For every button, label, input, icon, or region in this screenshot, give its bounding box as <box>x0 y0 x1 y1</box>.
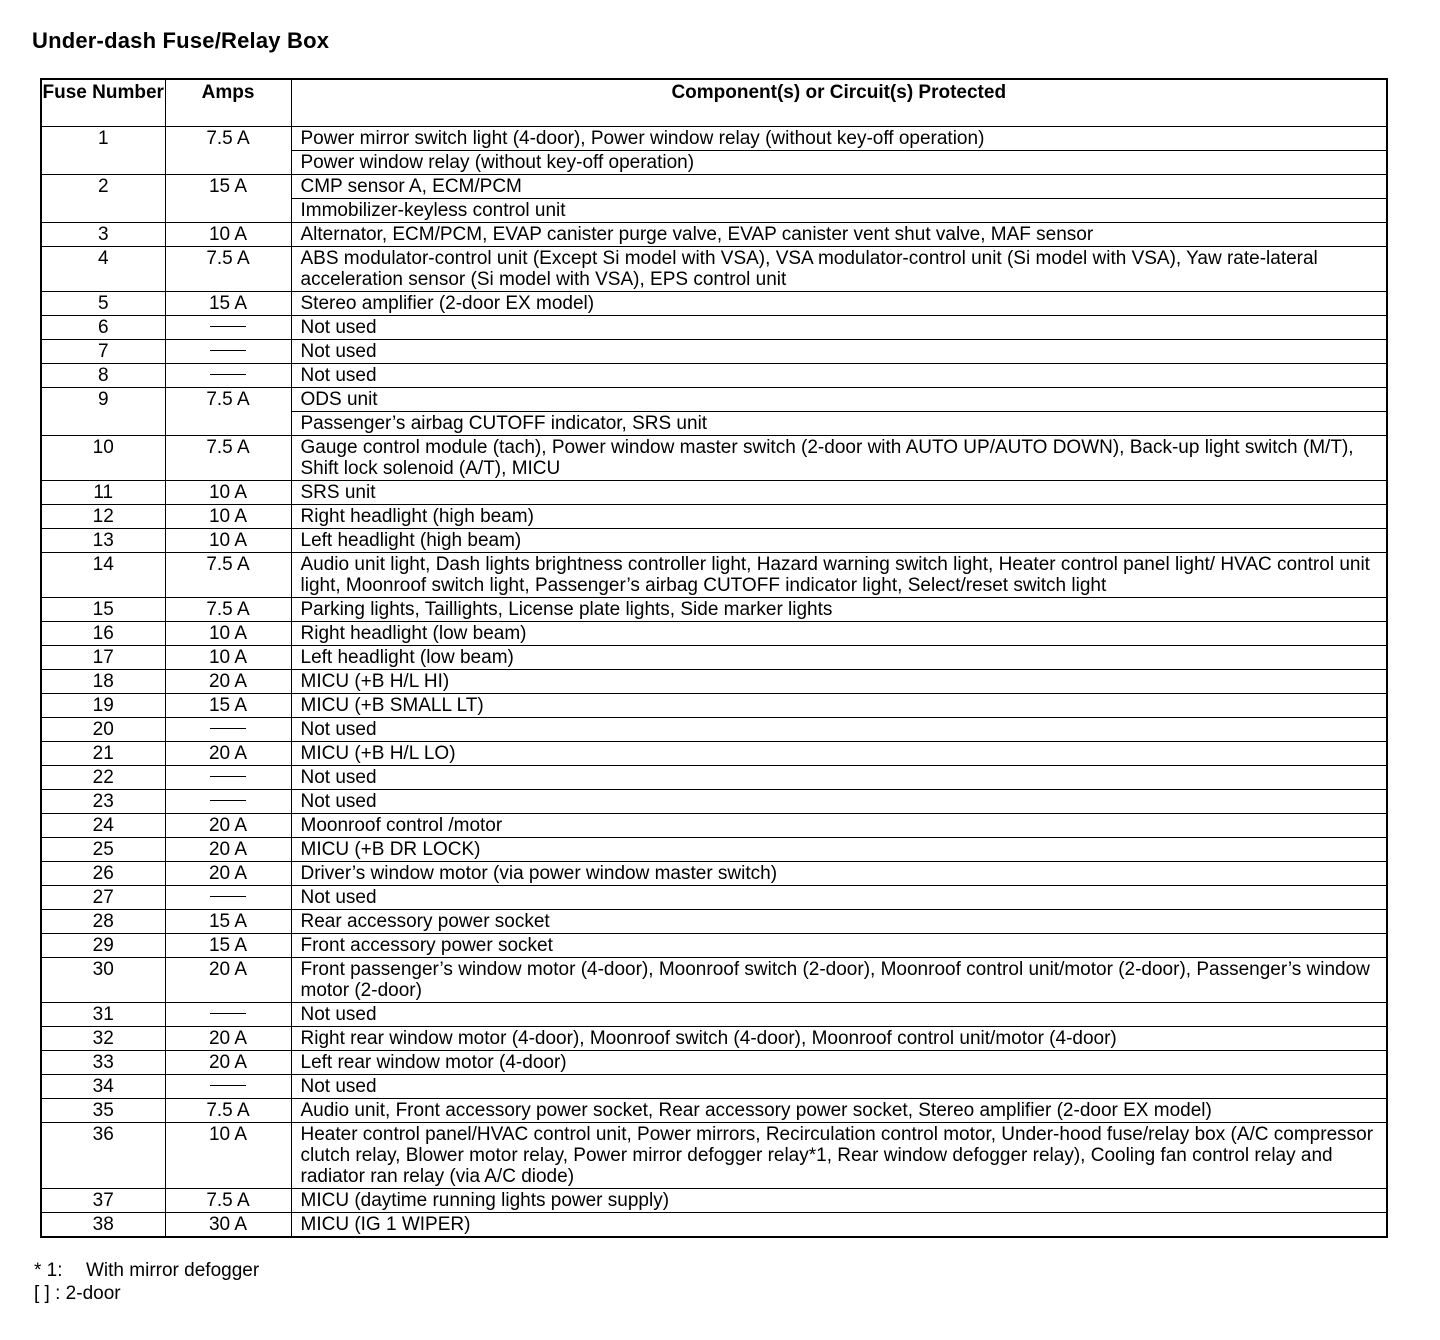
amps-cell <box>165 790 291 814</box>
fuse-number-cell: 18 <box>41 670 165 694</box>
table-row <box>41 814 1387 838</box>
fuse-number-cell: 38 <box>41 1213 165 1238</box>
amps-cell: 20 A <box>165 862 291 886</box>
amps-cell: 20 A <box>165 1027 291 1051</box>
not-used-dash <box>210 374 246 375</box>
not-used-dash <box>210 728 246 729</box>
table-row <box>41 598 1387 622</box>
table-row <box>41 718 1387 742</box>
amps-cell: 7.5 A <box>165 247 291 292</box>
fuse-number-cell: 14 <box>41 553 165 598</box>
table-row <box>41 364 1387 388</box>
component-cell: Power window relay (without key-off operation) <box>291 151 1387 175</box>
not-used-dash <box>210 800 246 801</box>
component-cell: Passenger’s airbag CUTOFF indicator, SRS unit <box>291 412 1387 436</box>
table-row <box>41 223 1387 247</box>
amps-cell: 20 A <box>165 958 291 1003</box>
table-row <box>41 436 1387 481</box>
fuse-number-cell: 22 <box>41 766 165 790</box>
component-cell: MICU (daytime running lights power supply) <box>291 1189 1387 1213</box>
table-row <box>41 316 1387 340</box>
component-cell: Not used <box>291 1003 1387 1027</box>
footnote-key: [ ] <box>34 1283 50 1304</box>
fuse-number-cell: 20 <box>41 718 165 742</box>
table-row <box>41 694 1387 718</box>
amps-cell <box>165 718 291 742</box>
component-cell: Not used <box>291 316 1387 340</box>
footnote-text: : 2-door <box>55 1283 121 1304</box>
component-cell: Alternator, ECM/PCM, EVAP canister purge valve, EVAP canister vent shut valve, MAF sensor <box>291 223 1387 247</box>
table-row <box>41 1075 1387 1099</box>
components-header: Component(s) or Circuit(s) Protected <box>291 79 1387 127</box>
amps-cell <box>165 316 291 340</box>
fuse-number-cell: 5 <box>41 292 165 316</box>
fuse-number-cell: 24 <box>41 814 165 838</box>
amps-cell: 30 A <box>165 1213 291 1238</box>
fuse-number-cell: 33 <box>41 1051 165 1075</box>
component-cell: Right headlight (low beam) <box>291 622 1387 646</box>
component-cell: Not used <box>291 1075 1387 1099</box>
fuse-number-cell: 11 <box>41 481 165 505</box>
component-cell: Not used <box>291 886 1387 910</box>
component-cell: Stereo amplifier (2-door EX model) <box>291 292 1387 316</box>
amps-cell <box>165 364 291 388</box>
fuse-number-cell: 28 <box>41 910 165 934</box>
table-row <box>41 1213 1387 1238</box>
component-cell: Left headlight (low beam) <box>291 646 1387 670</box>
amps-cell: 20 A <box>165 670 291 694</box>
component-cell: Audio unit, Front accessory power socket, Rear accessory power socket, Stereo amplifier (2-door EX model) <box>291 1099 1387 1123</box>
component-cell: Front passenger’s window motor (4-door), Moonroof switch (2-door), Moonroof control unit/motor (2-door), Passenger’s window motor (2-door) <box>291 958 1387 1003</box>
component-cell: Rear accessory power socket <box>291 910 1387 934</box>
footnote-key: * 1: <box>34 1260 63 1281</box>
footnote-text: With mirror defogger <box>86 1260 260 1281</box>
amps-cell: 10 A <box>165 622 291 646</box>
fuse-number-cell: 23 <box>41 790 165 814</box>
table-row <box>41 481 1387 505</box>
fuse-number-cell: 17 <box>41 646 165 670</box>
fuse-number-cell: 31 <box>41 1003 165 1027</box>
not-used-dash <box>210 350 246 351</box>
amps-cell <box>165 766 291 790</box>
amps-cell <box>165 1003 291 1027</box>
amps-cell: 15 A <box>165 910 291 934</box>
component-cell: Not used <box>291 718 1387 742</box>
amps-cell: 7.5 A <box>165 436 291 481</box>
page-title: Under-dash Fuse/Relay Box <box>32 28 330 53</box>
component-cell: Not used <box>291 790 1387 814</box>
table-row <box>41 958 1387 1003</box>
not-used-dash <box>210 326 246 327</box>
component-cell: Not used <box>291 364 1387 388</box>
table-row <box>41 766 1387 790</box>
table-row <box>41 646 1387 670</box>
table-row <box>41 388 1387 412</box>
amps-cell: 7.5 A <box>165 388 291 436</box>
fuse-number-cell: 10 <box>41 436 165 481</box>
component-cell: Immobilizer-keyless control unit <box>291 199 1387 223</box>
amps-cell: 15 A <box>165 292 291 316</box>
component-cell: Power mirror switch light (4-door), Power window relay (without key-off operation) <box>291 127 1387 151</box>
table-row <box>41 838 1387 862</box>
table-row <box>41 1123 1387 1189</box>
table-row <box>41 1051 1387 1075</box>
fuse-number-cell: 35 <box>41 1099 165 1123</box>
footnote <box>34 1282 259 1305</box>
not-used-dash <box>210 1013 246 1014</box>
amps-cell <box>165 886 291 910</box>
not-used-dash <box>210 896 246 897</box>
fuse-number-cell: 13 <box>41 529 165 553</box>
table-row <box>41 1099 1387 1123</box>
component-cell: MICU (+B H/L LO) <box>291 742 1387 766</box>
table-row <box>41 1027 1387 1051</box>
component-cell: Moonroof control /motor <box>291 814 1387 838</box>
table-row <box>41 790 1387 814</box>
component-cell: Left headlight (high beam) <box>291 529 1387 553</box>
component-cell: ODS unit <box>291 388 1387 412</box>
fuse-number-cell: 4 <box>41 247 165 292</box>
component-cell: Gauge control module (tach), Power window master switch (2-door with AUTO UP/AUTO DOWN), Back-up light switch (M/T), Shift lock solenoid (A/T), MICU <box>291 436 1387 481</box>
fuse-number-cell: 21 <box>41 742 165 766</box>
table-row <box>41 127 1387 151</box>
not-used-dash <box>210 1085 246 1086</box>
amps-cell: 7.5 A <box>165 127 291 175</box>
amps-header: Amps <box>165 79 291 127</box>
component-cell: Right headlight (high beam) <box>291 505 1387 529</box>
component-cell: Right rear window motor (4-door), Moonroof switch (4-door), Moonroof control unit/motor (4-door) <box>291 1027 1387 1051</box>
amps-cell: 10 A <box>165 646 291 670</box>
table-row <box>41 886 1387 910</box>
component-cell: ABS modulator-control unit (Except Si model with VSA), VSA modulator-control unit (Si model with VSA), Yaw rate-lateral acceleration sensor (Si model with VSA), EPS control unit <box>291 247 1387 292</box>
table-row <box>41 934 1387 958</box>
amps-cell <box>165 340 291 364</box>
not-used-dash <box>210 776 246 777</box>
fuse-number-cell: 25 <box>41 838 165 862</box>
component-cell: MICU (+B SMALL LT) <box>291 694 1387 718</box>
amps-cell: 15 A <box>165 175 291 223</box>
fuse-number-cell: 36 <box>41 1123 165 1189</box>
amps-cell: 7.5 A <box>165 1099 291 1123</box>
component-cell: Left rear window motor (4-door) <box>291 1051 1387 1075</box>
amps-cell: 10 A <box>165 223 291 247</box>
fuse-number-cell: 6 <box>41 316 165 340</box>
amps-cell: 20 A <box>165 742 291 766</box>
component-cell: Parking lights, Taillights, License plate lights, Side marker lights <box>291 598 1387 622</box>
table-row <box>41 910 1387 934</box>
fuse-number-cell: 9 <box>41 388 165 436</box>
amps-cell: 10 A <box>165 529 291 553</box>
component-cell: Audio unit light, Dash lights brightness controller light, Hazard warning switch light, Heater control panel light/ HVAC control unit light, Moonroof switch light, Passenger’s airbag CUTOFF indicator light, Select/reset switch light <box>291 553 1387 598</box>
component-cell: Front accessory power socket <box>291 934 1387 958</box>
fuse-number-cell: 30 <box>41 958 165 1003</box>
amps-cell: 10 A <box>165 505 291 529</box>
fuse-number-cell: 16 <box>41 622 165 646</box>
amps-cell: 20 A <box>165 814 291 838</box>
footnote <box>34 1259 259 1282</box>
component-cell: Not used <box>291 340 1387 364</box>
fuse-number-cell: 27 <box>41 886 165 910</box>
fuse-number-cell: 8 <box>41 364 165 388</box>
fuse-number-header: Fuse Number <box>41 79 165 127</box>
fuse-number-cell: 19 <box>41 694 165 718</box>
fuse-number-cell: 2 <box>41 175 165 223</box>
fuse-number-cell: 12 <box>41 505 165 529</box>
table-row <box>41 862 1387 886</box>
fuse-table <box>40 78 1388 1238</box>
component-cell: MICU (+B DR LOCK) <box>291 838 1387 862</box>
fuse-number-cell: 7 <box>41 340 165 364</box>
fuse-number-cell: 26 <box>41 862 165 886</box>
component-cell: SRS unit <box>291 481 1387 505</box>
fuse-number-cell: 29 <box>41 934 165 958</box>
fuse-number-cell: 34 <box>41 1075 165 1099</box>
fuse-number-cell: 32 <box>41 1027 165 1051</box>
footnotes <box>34 1259 259 1305</box>
table-header-row <box>41 79 1387 127</box>
table-row <box>41 742 1387 766</box>
table-row <box>41 505 1387 529</box>
amps-cell <box>165 1075 291 1099</box>
table-row <box>41 553 1387 598</box>
amps-cell: 7.5 A <box>165 553 291 598</box>
amps-cell: 7.5 A <box>165 598 291 622</box>
amps-cell: 7.5 A <box>165 1189 291 1213</box>
table-row <box>41 529 1387 553</box>
table-row <box>41 1189 1387 1213</box>
amps-cell: 15 A <box>165 694 291 718</box>
table-row <box>41 340 1387 364</box>
fuse-number-cell: 15 <box>41 598 165 622</box>
component-cell: Not used <box>291 766 1387 790</box>
table-row <box>41 247 1387 292</box>
amps-cell: 15 A <box>165 934 291 958</box>
amps-cell: 20 A <box>165 838 291 862</box>
table-row <box>41 622 1387 646</box>
component-cell: Heater control panel/HVAC control unit, Power mirrors, Recirculation control motor, Under-hood fuse/relay box (A/C compressor clutch relay, Blower motor relay, Power mirror defogger relay*1, Rear window defogger relay), Cooling fan control relay and radiator ran relay (via A/C diode) <box>291 1123 1387 1189</box>
table-row <box>41 1003 1387 1027</box>
amps-cell: 10 A <box>165 481 291 505</box>
fuse-number-cell: 37 <box>41 1189 165 1213</box>
table-row <box>41 292 1387 316</box>
component-cell: MICU (+B H/L HI) <box>291 670 1387 694</box>
amps-cell: 10 A <box>165 1123 291 1189</box>
table-row <box>41 175 1387 199</box>
component-cell: MICU (IG 1 WIPER) <box>291 1213 1387 1238</box>
table-row <box>41 670 1387 694</box>
component-cell: Driver’s window motor (via power window master switch) <box>291 862 1387 886</box>
component-cell: CMP sensor A, ECM/PCM <box>291 175 1387 199</box>
fuse-number-cell: 1 <box>41 127 165 175</box>
fuse-number-cell: 3 <box>41 223 165 247</box>
amps-cell: 20 A <box>165 1051 291 1075</box>
